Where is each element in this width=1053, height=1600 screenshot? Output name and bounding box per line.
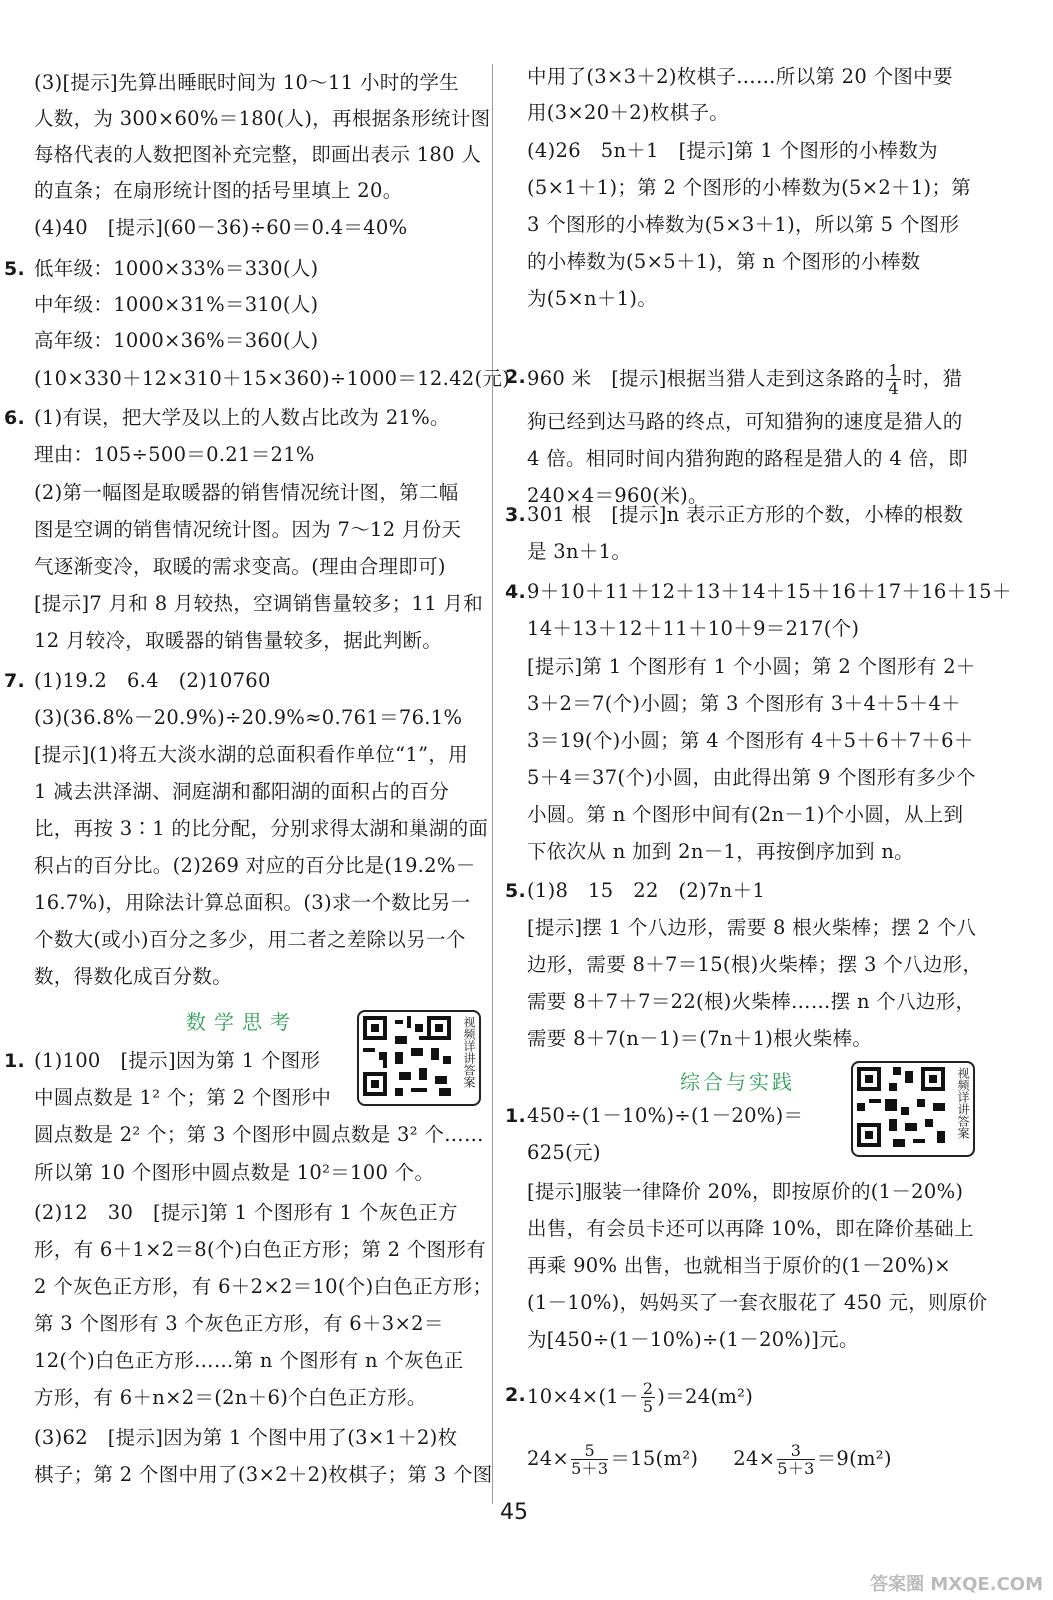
line-text: 再乘 90% 出售，也就相当于原价的(1－20%)×	[527, 1254, 951, 1277]
answer-line	[34, 440, 315, 470]
answer-line	[34, 925, 466, 955]
answer-line	[527, 614, 859, 644]
answer-line	[527, 1138, 601, 1168]
line-text: 积占的百分比。(2)269 对应的百分比是(19.2%－	[34, 854, 476, 877]
line-text: 方形，有 6＋n×2＝(2n＋6)个白色正方形。	[34, 1386, 427, 1409]
qr-pattern	[359, 1012, 455, 1100]
answer-line	[527, 689, 961, 719]
line-text: 用(3×20＋2)枚棋子。	[527, 101, 730, 124]
line-text: 625(元)	[527, 1141, 601, 1164]
denominator: 5＋3	[777, 1459, 815, 1478]
answer-line	[527, 913, 976, 943]
answer-line	[527, 210, 959, 240]
answer-line	[527, 726, 974, 756]
question-number: 6.	[4, 407, 26, 429]
answer-line	[527, 407, 963, 437]
section-heading-math-thinking: 数学思考	[186, 1010, 298, 1034]
line-text: 301 根 [提示]n 表示正方形的个数，小棒的根数	[527, 503, 964, 526]
line-text: 的小棒数为(5×5＋1)，第 n 个图形的小棒数	[527, 250, 921, 273]
line-text: 1 减去洪泽湖、洞庭湖和鄱阳湖的面积占的百分	[34, 780, 450, 803]
line-text: 小圆。第 n 个图形中间有(2n－1)个小圆，从上到	[527, 803, 964, 826]
answer-line	[34, 888, 470, 918]
line-text: (2)12 30 [提示]第 1 个图形有 1 个灰色正方	[34, 1201, 458, 1224]
line-text: (1)8 15 22 (2)7n＋1	[527, 879, 766, 902]
line-text: 边形，需要 8＋7＝15(根)火柴棒；摆 3 个八边形，	[527, 953, 983, 976]
answer-line	[505, 577, 1012, 607]
denominator: 5	[642, 1397, 654, 1416]
watermark: 答案圈 MXQE.COM	[870, 1574, 1043, 1595]
answer-line	[505, 876, 766, 906]
line-text: 每格代表的人数把图补充完整，即画出表示 180 人	[34, 143, 482, 166]
answer-line	[4, 254, 319, 284]
answer-line	[527, 763, 976, 793]
line-text: ＝9(m²)	[816, 1447, 892, 1470]
qr-label: 视频详讲答案	[462, 1016, 476, 1088]
question-number: 5.	[505, 880, 527, 902]
line-text: 下依次从 n 加到 2n－1，再按倒序加到 n。	[527, 840, 914, 863]
answer-line	[34, 68, 459, 98]
line-text: 理由：105÷500＝0.21＝21%	[34, 443, 315, 466]
line-text: [提示]服装一律降价 20%，即按原价的(1－20%)	[527, 1180, 964, 1203]
answer-line-fraction	[505, 361, 963, 398]
qr-code-icon[interactable]	[851, 1061, 975, 1157]
answer-line	[527, 1251, 951, 1281]
answer-line	[34, 478, 459, 508]
answer-line	[34, 1272, 492, 1302]
answer-line	[34, 1083, 331, 1113]
answer-line	[34, 703, 462, 733]
line-text: 形，有 6＋1×2＝8(个)白色正方形；第 2 个图形有	[34, 1238, 487, 1261]
answer-line-fraction	[505, 1379, 754, 1416]
line-text: (1)有误，把大学及以上的人数占比改为 21%。	[34, 406, 450, 429]
line-text: 9＋10＋11＋12＋13＋14＋15＋16＋17＋16＋15＋	[527, 580, 1012, 603]
qr-code-icon[interactable]	[357, 1010, 481, 1106]
line-text: 圆点数是 2² 个；第 3 个图形中圆点数是 3² 个……	[34, 1123, 484, 1146]
line-text: 第 3 个图形有 3 个灰色正方形，有 6＋3×2＝	[34, 1312, 444, 1335]
numerator: 2	[642, 1379, 654, 1398]
line-text: 24×	[527, 1447, 570, 1470]
line-text: 低年级：1000×33%＝330(人)	[34, 257, 319, 280]
answer-line	[34, 1460, 493, 1490]
line-text: 需要 8＋7(n－1)＝(7n＋1)根火柴棒。	[527, 1027, 873, 1050]
answer-line	[34, 851, 476, 881]
question-number: 4.	[505, 581, 527, 603]
answer-line	[34, 626, 442, 656]
line-text: (1)100 [提示]因为第 1 个图形	[34, 1049, 321, 1072]
answer-line	[527, 950, 982, 980]
answer-line	[527, 1024, 872, 1054]
line-text: [提示](1)将五大淡水湖的总面积看作单位“1”，用	[34, 743, 468, 766]
answer-line	[34, 515, 461, 545]
answer-line	[4, 666, 271, 696]
answer-line	[34, 589, 483, 619]
line-text: 中圆点数是 1² 个；第 2 个图形中	[34, 1086, 332, 1109]
line-text: ＝15(m²)	[610, 1447, 699, 1470]
fraction	[777, 1442, 814, 1477]
answer-line	[527, 173, 971, 203]
line-text: 是 3n＋1。	[527, 540, 632, 563]
line-text: 需要 8＋7＋7＝22(根)火柴棒……摆 n 个八边形，	[527, 990, 976, 1013]
line-text: 24×	[733, 1447, 776, 1470]
line-text: 人数，为 300×60%＝180(人)，再根据条形统计图	[34, 107, 491, 130]
line-text: (5×1＋1)；第 2 个图形的小棒数为(5×2＋1)；第	[527, 176, 972, 199]
question-number: 2.	[505, 366, 527, 388]
line-text: (3)62 [提示]因为第 1 个图中用了(3×1＋2)枚	[34, 1426, 458, 1449]
answer-line	[34, 1120, 484, 1150]
answer-line	[34, 1383, 427, 1413]
line-text: 狗已经到达马路的终点，可知猎狗的速度是猎人的	[527, 410, 963, 433]
answer-line	[527, 1214, 974, 1244]
answer-line	[527, 247, 920, 277]
question-number: 1.	[505, 1105, 527, 1127]
answer-line	[34, 140, 481, 170]
answer-line	[34, 1309, 444, 1339]
line-text: 出售，有会员卡还可以再降 10%，即在降价基础上	[527, 1217, 974, 1240]
answer-line	[527, 800, 963, 830]
line-text: 数，得数化成百分数。	[34, 965, 233, 988]
answer-line	[34, 814, 488, 844]
answer-line	[527, 444, 968, 474]
question-number: 7.	[4, 670, 26, 692]
line-text: 960 米 [提示]根据当猎人走到这条路的	[527, 367, 885, 390]
question-number: 5.	[4, 258, 26, 280]
answer-line	[34, 740, 468, 770]
line-text: 中年级：1000×31%＝310(人)	[34, 293, 319, 316]
line-text: (4)26 5n＋1 [提示]第 1 个图形的小棒数为	[527, 139, 938, 162]
qr-pattern	[853, 1063, 949, 1151]
answer-line	[34, 326, 318, 356]
question-number: 1.	[4, 1050, 26, 1072]
line-text: 12(个)白色正方形……第 n 个图形有 n 个灰色正	[34, 1349, 464, 1372]
line-text: 450÷(1－10%)÷(1－20%)＝	[527, 1104, 804, 1127]
line-text: (3)[提示]先算出睡眠时间为 10～11 小时的学生	[34, 71, 459, 94]
answer-line	[34, 213, 407, 243]
answer-line	[34, 962, 232, 992]
line-text: [提示]第 1 个图形有 1 个小圆；第 2 个图形有 2＋	[527, 655, 976, 678]
answer-line	[34, 364, 510, 394]
line-text: (1)19.2 6.4 (2)10760	[34, 669, 271, 692]
line-text: 的直条；在扇形统计图的括号里填上 20。	[34, 179, 403, 202]
answer-line	[34, 104, 490, 134]
answer-line-fraction	[527, 1442, 892, 1477]
line-text: (2)第一幅图是取暖器的销售情况统计图，第二幅	[34, 481, 459, 504]
line-text: 棋子；第 2 个图中用了(3×2＋2)枚棋子；第 3 个图	[34, 1463, 493, 1486]
answer-line	[34, 1423, 457, 1453]
answer-line	[505, 500, 964, 530]
answer-line	[527, 136, 938, 166]
line-text: 3 个图形的小棒数为(5×3＋1)，所以第 5 个图形	[527, 213, 960, 236]
fraction	[641, 1380, 655, 1415]
line-text: 高年级：1000×36%＝360(人)	[34, 329, 319, 352]
line-text: 气逐渐变冷，取暖的需求变高。(理由合理即可)	[34, 555, 446, 578]
answer-line	[527, 652, 976, 682]
line-text: 所以第 10 个图形中圆点数是 10²＝100 个。	[34, 1161, 435, 1184]
qr-label: 视频详讲答案	[956, 1067, 970, 1139]
line-text: (1－10%)，妈妈买了一套衣服花了 450 元，则原价	[527, 1291, 988, 1314]
fraction	[571, 1442, 608, 1477]
answer-line	[527, 987, 975, 1017]
answer-line	[527, 837, 914, 867]
answer-line	[527, 537, 631, 567]
line-text: 4 倍。相同时间内猎狗跑的路程是猎人的 4 倍，即	[527, 447, 968, 470]
line-text: (4)40 [提示](60－36)÷60＝0.4＝40%	[34, 216, 408, 239]
line-text: 个数大(或小)百分之多少，用二者之差除以另一个	[34, 928, 466, 951]
denominator: 5＋3	[571, 1459, 609, 1478]
answer-line	[34, 290, 318, 320]
answer-line	[527, 1288, 987, 1318]
numerator: 5	[571, 1442, 608, 1460]
answer-line	[4, 403, 450, 433]
line-text: (3)(36.8%－20.9%)÷20.9%≈0.761＝76.1%	[34, 706, 463, 729]
answer-line	[4, 1046, 321, 1076]
line-text: 12 月较冷，取暖器的销售量较多，据此判断。	[34, 629, 443, 652]
fraction	[886, 362, 900, 397]
line-text: 10×4×(1－	[527, 1385, 639, 1408]
numerator: 1	[888, 361, 899, 380]
answer-line	[527, 1177, 963, 1207]
answer-line	[527, 1325, 859, 1355]
line-text: )＝24(m²)	[657, 1385, 754, 1408]
line-text: 时，猎	[902, 367, 963, 390]
line-text: 为[450÷(1－10%)÷(1－20%)]元。	[527, 1328, 859, 1351]
page-number: 45	[500, 1500, 528, 1525]
numerator: 3	[777, 1442, 814, 1460]
line-text: [提示]7 月和 8 月较热，空调销售量较多；11 月和	[34, 592, 484, 615]
section-heading-comprehensive: 综合与实践	[680, 1070, 795, 1094]
line-text: 为(5×n＋1)。	[527, 287, 658, 310]
line-text: [提示]摆 1 个八边形，需要 8 根火柴棒；摆 2 个八	[527, 916, 977, 939]
line-text: 图是空调的销售情况统计图。因为 7～12 月份天	[34, 518, 462, 541]
answer-line	[34, 1235, 486, 1265]
question-number: 2.	[505, 1384, 527, 1406]
line-text: 中用了(3×3＋2)枚棋子……所以第 20 个图中要	[527, 65, 953, 88]
answer-line	[34, 1346, 464, 1376]
question-number: 3.	[505, 504, 527, 526]
answer-line	[527, 62, 953, 92]
line-text: 240×4＝960(米)。	[527, 484, 708, 507]
line-text: 14＋13＋12＋11＋10＋9＝217(个)	[527, 617, 860, 640]
answer-line	[527, 98, 729, 128]
answer-line	[34, 777, 449, 807]
line-text: (10×330＋12×310＋15×360)÷1000＝12.42(元)	[34, 367, 511, 390]
answer-line	[34, 552, 446, 582]
answer-line	[34, 1158, 434, 1188]
line-text: 16.7%)，用除法计算总面积。(3)求一个数比另一	[34, 891, 471, 914]
denominator: 4	[888, 379, 899, 398]
answer-line	[34, 176, 403, 206]
answer-line	[34, 1198, 458, 1228]
line-text: 2 个灰色正方形，有 6＋2×2＝10(个)白色正方形；	[34, 1275, 493, 1298]
answer-line	[527, 284, 657, 314]
line-text: 5＋4＝37(个)小圆，由此得出第 9 个图形有多少个	[527, 766, 976, 789]
line-text: 3＋2＝7(个)小圆；第 3 个图形有 3＋4＋5＋4＋	[527, 692, 961, 715]
line-text: 比，再按 3∶1 的比分配，分别求得太湖和巢湖的面	[34, 817, 489, 840]
answer-line	[505, 1101, 804, 1131]
line-text: 3＝19(个)小圆；第 4 个图形有 4＋5＋6＋7＋6＋	[527, 729, 974, 752]
